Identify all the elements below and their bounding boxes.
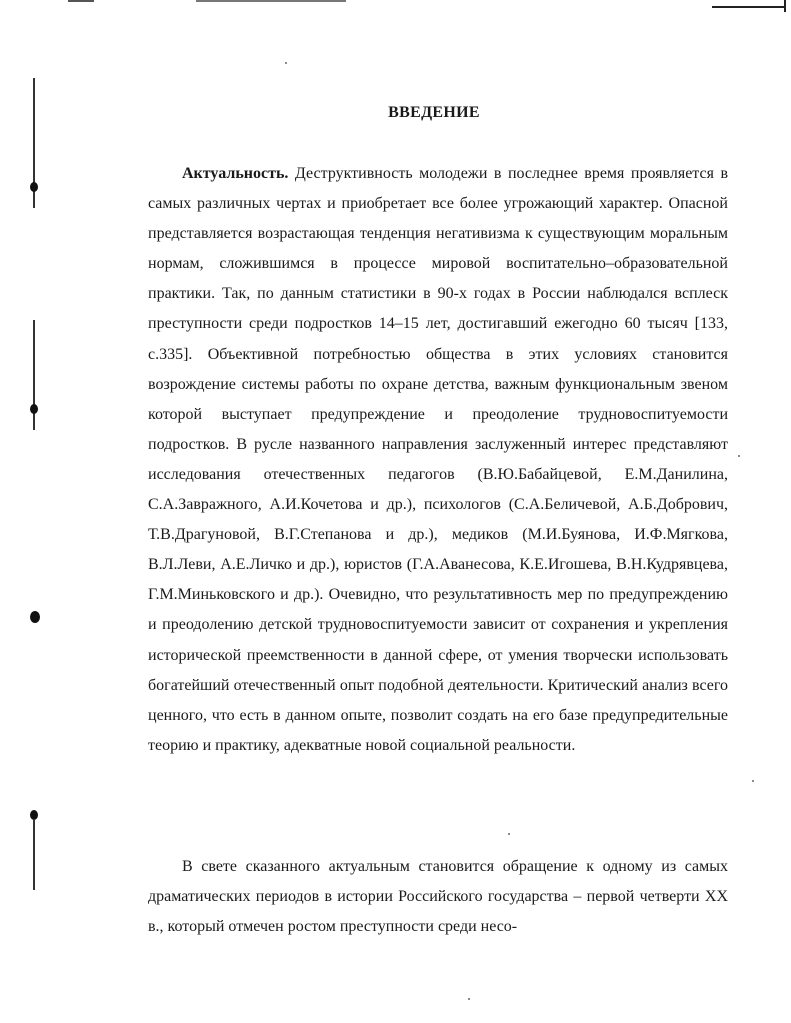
paragraph-body: В свете сказанного актуальным становится обращение к одному из самых драматических периодов в истории Российского государства – первой четверти XX в., который отмечен ростом преступности среди несо- (148, 858, 728, 936)
paragraph-body: Деструктивность молодежи в последнее время проявляется в самых различных чертах и приобретает все более угрожающий характер. Опасной представляется возрастающая тенденция негативизма к существующим моральным нормам, сложившимся в процессе мировой воспитательно–образовательной практики. Так, по данным статистики в 90-х годах в России наблюдался всплеск преступности среди подростков 14–15 лет, достигавший ежегодно 60 тысяч [133, с.335]. Объективной потребностью общества в этих условиях становится возрождение системы работы по охране детства, важным функциональным звеном которой выступает предупреждение и преодоление трудновоспитуемости подростков. В русле названного направления заслуженный интерес представляют исследования отечественных педагогов (В.Ю.Бабайцевой, Е.М.Данилина, С.А.Завражного, А.И.Кочетова и др.), психологов (С.А.Беличевой, А.Б.Добрович, Т.В.Драгуновой, В.Г.Степанова и др.), медиков (М.И.Буянова, И.Ф.Мягкова, В.Л.Леви, А.Е.Личко и др.), юристов (Г.А.Аванесова, К.Е.Игошева, В.Н.Кудрявцева, Г.М.Миньковского и др.). Очевидно, что результативность мер по предупреждению и преодолению детской трудновоспитуемости зависит от сохранения и укрепления исторической преемственности в данной сфере, от умения творчески использовать богатейший отечественный опыт подобной деятельности. Критический анализ всего ценного, что есть в данном опыте, позволит создать на его базе предупредительные теорию и практику, адекватные новой социальной реальности. (148, 165, 728, 754)
scan-artifact-top-left (68, 0, 94, 2)
page-title: ВВЕДЕНИЕ (388, 104, 480, 121)
binding-hole-mark (30, 404, 38, 414)
binding-hole-mark (30, 810, 38, 820)
scan-speck (738, 455, 740, 457)
binding-margin-line (33, 820, 35, 890)
paragraph-lead-term: Актуальность. (182, 165, 289, 182)
scan-speck (508, 833, 510, 835)
scan-speck (752, 780, 754, 782)
binding-hole-mark (30, 611, 40, 623)
scan-speck (285, 62, 287, 64)
scan-artifact-top-center (196, 0, 346, 2)
binding-hole-mark (30, 182, 38, 192)
scan-speck (468, 998, 470, 1000)
scan-artifact-top-right (712, 6, 784, 8)
paragraph-relevance (148, 159, 728, 761)
scan-artifact-top-right-edge (784, 0, 786, 12)
paragraph-context (148, 852, 728, 942)
